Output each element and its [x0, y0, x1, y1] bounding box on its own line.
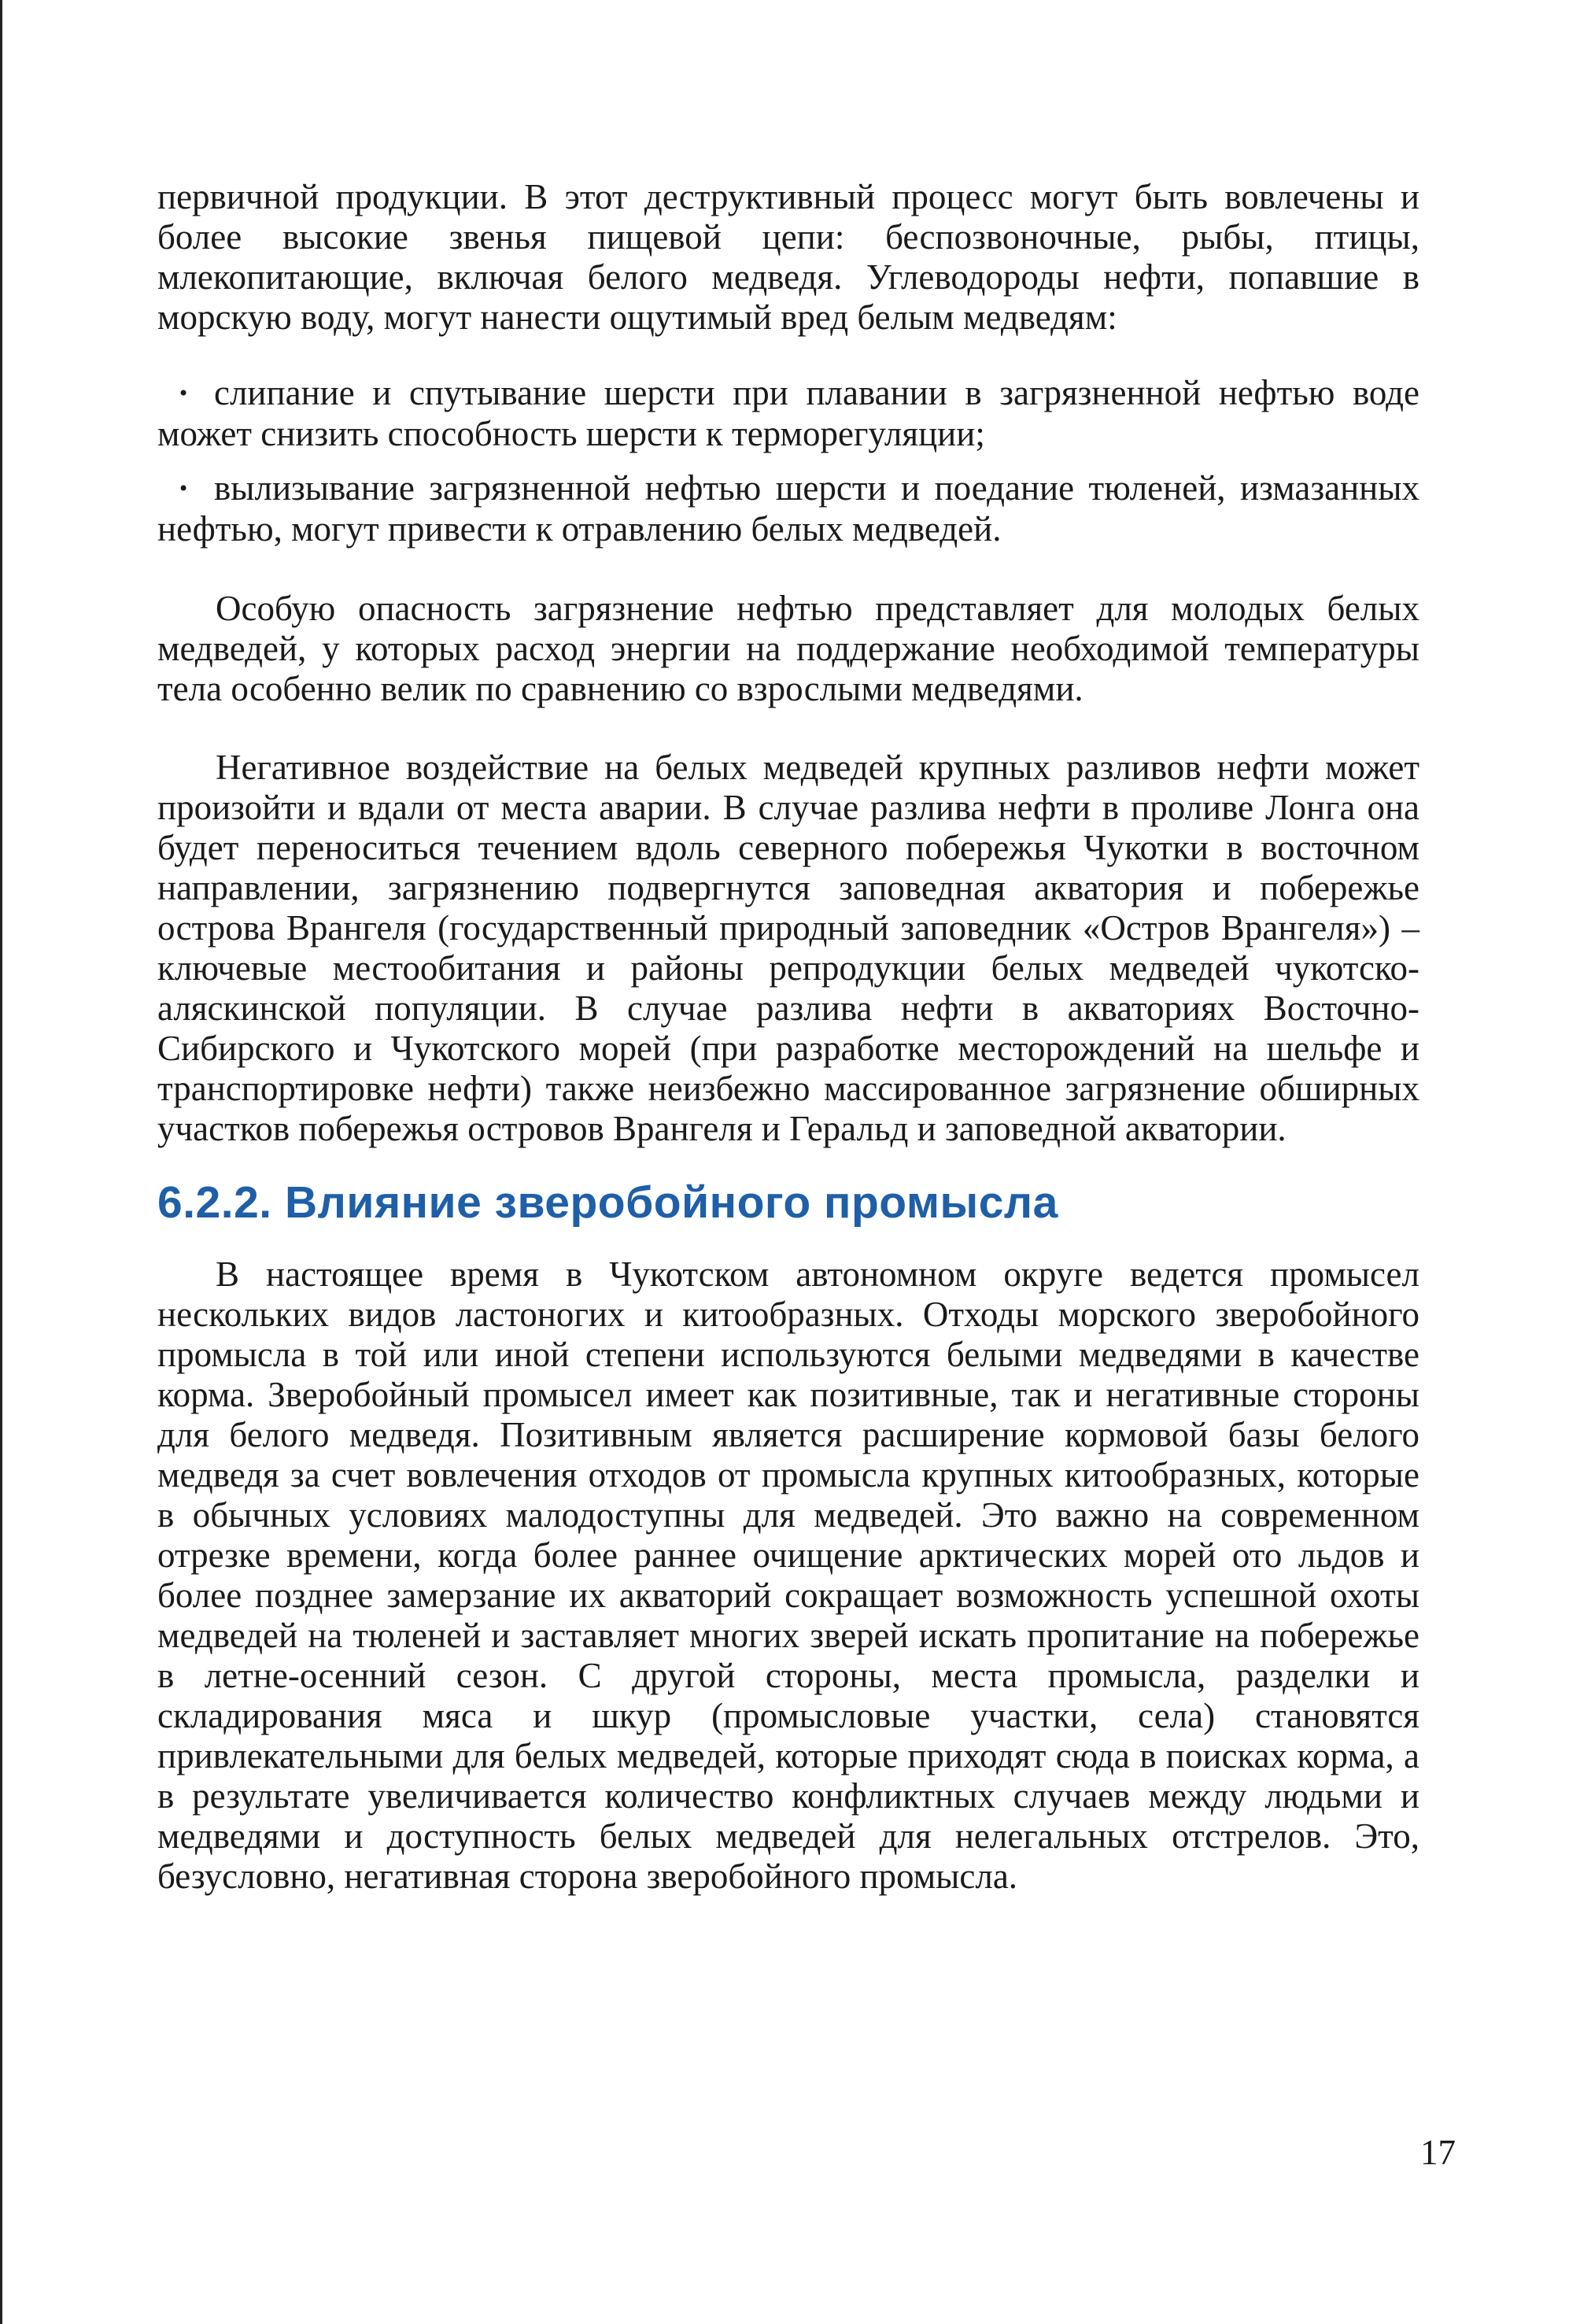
- page-edge: [0, 0, 2, 2324]
- bullet-item: • слипание и спутывание шерсти при плавании в загрязненной нефтью воде может снизить способность шерсти к терморегуляции;: [157, 373, 1419, 453]
- page-number: 17: [1420, 2133, 1456, 2172]
- paragraph-oil-spills: Негативное воздействие на белых медведей крупных разливов нефти может произойти и вдали от места аварии. В случае разлива нефти в проливе Лонга она будет переноситься течением вдоль северного побережья Чукотки в восточном направлении, загрязнению подвергнутся заповедная акватория и побережье острова Врангеля (государственный природный заповедник «Остров Врангеля») – ключевые местообитания и районы репродукции белых медведей чукотско-аляскинской популяции. В случае разлива нефти в акваториях Восточно-Сибирского и Чукотского морей (при разработке месторождений на шельфе и транспортировке нефти) также неизбежно массированное загрязнение обширных участков побережья островов Врангеля и Геральд и заповедной акватории.: [157, 748, 1419, 1148]
- page-content: [157, 177, 1419, 1935]
- bullet-text: вылизывание загрязненной нефтью шерсти и поедание тюленей, измазанных нефтью, могут привести к отравлению белых медведей.: [157, 468, 1419, 549]
- paragraph-hunting: В настоящее время в Чукотском автономном округе ведется промысел нескольких видов ластоногих и китообразных. Отходы морского зверобойного промысла в той или иной степени используются белыми медведями в качестве корма. Зверобойный промысел имеет как позитивные, так и негативные стороны для белого медведя. Позитивным является расширение кормовой базы белого медведя за счет вовлечения отходов от промысла крупных китообразных, которые в обычных условиях малодоступны для медведей. Это важно на современном отрезке времени, когда более раннее очищение арктических морей ото льдов и более позднее замерзание их акваторий сокращает возможность успешной охоты медведей на тюленей и заставляет многих зверей искать пропитание на побережье в летне-осенний сезон. С другой стороны, места промысла, разделки и складирования мяса и шкур (промысловые участки, села) становятся привлекательными для белых медведей, которые приходят сюда в поисках корма, а в результате увеличивается количество конфликтных случаев между людьми и медведями и доступность белых медведей для нелегальных отстрелов. Это, безусловно, негативная сторона зверобойного промысла.: [157, 1254, 1419, 1896]
- paragraph-intro: первичной продукции. В этот деструктивный процесс могут быть вовлечены и более высокие звенья пищевой цепи: беспозвоночные, рыбы, птицы, млекопитающие, включая белого медведя. Углеводороды нефти, попавшие в морскую воду, могут нанести ощутимый вред белым медведям:: [157, 177, 1419, 337]
- section-heading: 6.2.2. Влияние зверобойного промысла: [157, 1177, 1058, 1228]
- bullet-text: слипание и спутывание шерсти при плавании в загрязненной нефтью воде может снизить способность шерсти к терморегуляции;: [157, 373, 1419, 453]
- bullet-item: • вылизывание загрязненной нефтью шерсти и поедание тюленей, измазанных нефтью, могут привести к отравлению белых медведей.: [157, 468, 1419, 549]
- bullet-list: [157, 373, 1419, 549]
- paragraph-young-bears: Особую опасность загрязнение нефтью представляет для молодых белых медведей, у которых расход энергии на поддержание необходимой температуры тела особенно велик по сравнению со взрослыми медведями.: [157, 589, 1419, 708]
